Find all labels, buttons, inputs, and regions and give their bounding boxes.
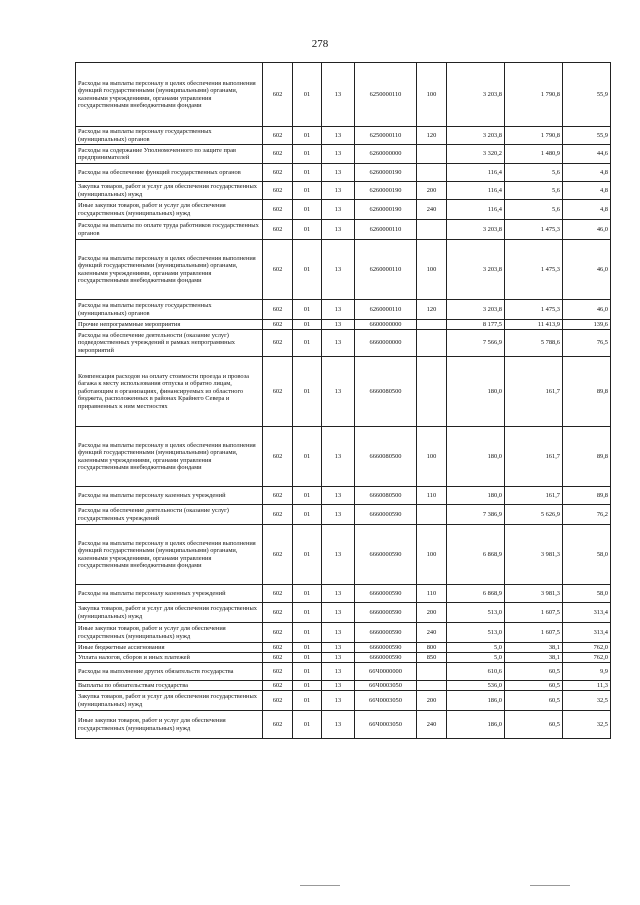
row-pr-code: 13 [322,427,355,487]
table-row [76,300,611,320]
table-row [76,487,611,505]
row-name: Расходы на обеспечение деятельности (оказание услуг) подведомственных учреждений в рамках непрограммных мероприятий [76,330,263,357]
table-row [76,127,611,145]
row-gr-code: 602 [263,603,293,623]
row-amount-percent: 44,6 [563,145,611,164]
row-gr-code: 602 [263,164,293,182]
row-name: Расходы на выплаты персоналу государственных (муниципальных) органов [76,300,263,320]
row-gr-code: 602 [263,330,293,357]
row-cs-code: 6660000590 [355,653,417,663]
row-amount-actual: 38,1 [505,643,563,653]
row-amount-plan: 186,0 [447,711,505,739]
row-amount-actual: 60,5 [505,691,563,711]
row-amount-percent: 4,8 [563,182,611,200]
row-amount-percent: 32,5 [563,691,611,711]
row-amount-actual: 161,7 [505,487,563,505]
row-pr-code: 13 [322,653,355,663]
page-number: 278 [311,38,329,50]
row-pr-code: 13 [322,182,355,200]
row-gr-code: 602 [263,663,293,681]
row-amount-plan: 180,0 [447,357,505,427]
row-amount-plan: 186,0 [447,691,505,711]
row-vr-code: 100 [417,240,447,300]
scan-mark [530,885,570,886]
table-row [76,63,611,127]
row-amount-actual: 3 981,3 [505,525,563,585]
table-row [76,603,611,623]
row-pr-code: 13 [322,623,355,643]
row-amount-percent: 76,5 [563,330,611,357]
table-row [76,145,611,164]
row-gr-code: 602 [263,681,293,691]
row-amount-actual: 60,5 [505,681,563,691]
row-amount-actual: 5,6 [505,164,563,182]
row-vr-code: 100 [417,427,447,487]
row-vr-code: 100 [417,525,447,585]
row-amount-plan: 6 868,9 [447,585,505,603]
row-amount-plan: 3 203,8 [447,127,505,145]
row-name: Расходы на выплаты по оплате труда работников государственных органов [76,220,263,240]
row-name: Расходы на обеспечение функций государственных органов [76,164,263,182]
row-vr-code: 240 [417,711,447,739]
row-pr-code: 13 [322,63,355,127]
row-name: Расходы на выплаты персоналу в целях обеспечения выполнения функций государственными (муниципальными) органами, казенными учреждениями, органами управления государственными внебюджетными фондами [76,525,263,585]
row-rz-code: 01 [293,220,322,240]
row-amount-percent: 4,8 [563,200,611,220]
row-cs-code: 6660000590 [355,525,417,585]
row-gr-code: 602 [263,585,293,603]
row-amount-percent: 4,8 [563,164,611,182]
row-cs-code: 6660080500 [355,357,417,427]
row-amount-actual: 1 790,8 [505,63,563,127]
row-cs-code: 66Ч0003050 [355,691,417,711]
row-pr-code: 13 [322,320,355,330]
row-amount-percent: 55,9 [563,127,611,145]
row-amount-actual: 3 981,3 [505,585,563,603]
row-cs-code: 6260000190 [355,200,417,220]
row-amount-plan: 116,4 [447,182,505,200]
row-amount-plan: 8 177,5 [447,320,505,330]
row-pr-code: 13 [322,200,355,220]
row-amount-plan: 536,0 [447,681,505,691]
row-amount-actual: 38,1 [505,653,563,663]
row-amount-plan: 180,0 [447,427,505,487]
table-row [76,691,611,711]
row-gr-code: 602 [263,200,293,220]
row-name: Выплаты по обязательствам государства [76,681,263,691]
row-name: Компенсация расходов на оплату стоимости проезда и провоза багажа к месту использования отпуска и обратно лицам, работающим в организациях, финансируемых из областного бюджета, расположенных в районах Крайнего Севера и приравненных к ним местностях [76,357,263,427]
row-gr-code: 602 [263,240,293,300]
row-vr-code: 120 [417,300,447,320]
row-amount-actual: 5,6 [505,200,563,220]
row-amount-percent: 9,9 [563,663,611,681]
row-vr-code [417,357,447,427]
row-amount-actual: 5 788,6 [505,330,563,357]
row-gr-code: 602 [263,623,293,643]
row-rz-code: 01 [293,505,322,525]
row-amount-plan: 180,0 [447,487,505,505]
row-name: Закупка товаров, работ и услуг для обеспечения государственных (муниципальных) нужд [76,182,263,200]
row-amount-actual: 1 475,3 [505,240,563,300]
row-amount-percent: 58,0 [563,585,611,603]
row-vr-code [417,145,447,164]
table-row [76,663,611,681]
row-name: Расходы на обеспечение деятельности (оказание услуг) государственных учреждений [76,505,263,525]
row-amount-plan: 513,0 [447,623,505,643]
table-row [76,681,611,691]
row-gr-code: 602 [263,357,293,427]
row-gr-code: 602 [263,487,293,505]
row-gr-code: 602 [263,427,293,487]
row-cs-code: 6660000590 [355,643,417,653]
row-rz-code: 01 [293,320,322,330]
row-pr-code: 13 [322,691,355,711]
scan-mark [300,885,340,886]
row-pr-code: 13 [322,643,355,653]
row-rz-code: 01 [293,427,322,487]
row-amount-actual: 5 626,9 [505,505,563,525]
row-gr-code: 602 [263,691,293,711]
row-gr-code: 602 [263,505,293,525]
row-amount-plan: 3 203,8 [447,63,505,127]
row-name: Иные закупки товаров, работ и услуг для обеспечения государственных (муниципальных) нужд [76,711,263,739]
row-rz-code: 01 [293,603,322,623]
row-pr-code: 13 [322,164,355,182]
table-row [76,711,611,739]
row-rz-code: 01 [293,691,322,711]
row-pr-code: 13 [322,357,355,427]
row-amount-percent: 89,8 [563,427,611,487]
row-pr-code: 13 [322,663,355,681]
table-row [76,200,611,220]
row-name: Расходы на выплаты персоналу в целях обеспечения выполнения функций государственными (муниципальными) органами, казенными учреждениями, органами управления государственными внебюджетными фондами [76,427,263,487]
row-name: Прочие непрограммные мероприятия [76,320,263,330]
row-vr-code: 240 [417,623,447,643]
row-vr-code [417,505,447,525]
row-rz-code: 01 [293,200,322,220]
row-cs-code: 6660000590 [355,603,417,623]
budget-table-body [76,63,611,739]
row-name: Уплата налогов, сборов и иных платежей [76,653,263,663]
row-cs-code: 6660000000 [355,330,417,357]
table-row [76,505,611,525]
row-cs-code: 6260000190 [355,164,417,182]
row-name: Расходы на содержание Уполномоченного по защите прав предпринимателей [76,145,263,164]
row-cs-code: 6260000190 [355,182,417,200]
row-name: Расходы на выполнение других обязательств государства [76,663,263,681]
row-cs-code: 6250000110 [355,127,417,145]
row-amount-percent: 55,9 [563,63,611,127]
row-rz-code: 01 [293,711,322,739]
row-rz-code: 01 [293,357,322,427]
row-amount-actual: 1 790,8 [505,127,563,145]
row-pr-code: 13 [322,127,355,145]
row-pr-code: 13 [322,220,355,240]
row-rz-code: 01 [293,330,322,357]
row-vr-code: 110 [417,585,447,603]
table-row [76,643,611,653]
row-amount-actual: 60,5 [505,711,563,739]
row-amount-plan: 5,0 [447,653,505,663]
row-vr-code: 800 [417,643,447,653]
row-amount-plan: 116,4 [447,164,505,182]
row-gr-code: 602 [263,643,293,653]
row-amount-actual: 161,7 [505,427,563,487]
row-cs-code: 6260000110 [355,220,417,240]
row-amount-plan: 6 868,9 [447,525,505,585]
table-row [76,182,611,200]
row-vr-code [417,220,447,240]
row-rz-code: 01 [293,164,322,182]
row-amount-actual: 11 413,9 [505,320,563,330]
row-pr-code: 13 [322,505,355,525]
row-rz-code: 01 [293,300,322,320]
row-amount-plan: 3 203,8 [447,300,505,320]
row-rz-code: 01 [293,525,322,585]
row-vr-code: 200 [417,603,447,623]
row-name: Расходы на выплаты персоналу казенных учреждений [76,585,263,603]
row-gr-code: 602 [263,525,293,585]
row-vr-code: 850 [417,653,447,663]
budget-table [75,62,611,739]
row-vr-code: 120 [417,127,447,145]
row-name: Расходы на выплаты персоналу в целях обеспечения выполнения функций государственными (муниципальными) органами, казенными учреждениями, органами управления государственными внебюджетными фондами [76,240,263,300]
row-cs-code: 6660080500 [355,487,417,505]
row-vr-code: 100 [417,63,447,127]
row-rz-code: 01 [293,240,322,300]
row-pr-code: 13 [322,330,355,357]
row-name: Закупка товаров, работ и услуг для обеспечения государственных (муниципальных) нужд [76,691,263,711]
row-amount-actual: 60,5 [505,663,563,681]
row-amount-percent: 89,8 [563,357,611,427]
row-cs-code: 66Ч0000000 [355,663,417,681]
row-name: Закупка товаров, работ и услуг для обеспечения государственных (муниципальных) нужд [76,603,263,623]
row-name: Иные бюджетные ассигнования [76,643,263,653]
table-row [76,427,611,487]
row-amount-percent: 89,8 [563,487,611,505]
row-rz-code: 01 [293,663,322,681]
row-cs-code: 6660000590 [355,623,417,643]
row-name: Иные закупки товаров, работ и услуг для обеспечения государственных (муниципальных) нужд [76,623,263,643]
row-amount-plan: 7 566,9 [447,330,505,357]
row-pr-code: 13 [322,585,355,603]
row-vr-code [417,164,447,182]
row-gr-code: 602 [263,300,293,320]
row-pr-code: 13 [322,300,355,320]
row-cs-code: 66Ч0003050 [355,681,417,691]
row-vr-code [417,330,447,357]
row-vr-code: 200 [417,691,447,711]
row-rz-code: 01 [293,653,322,663]
row-amount-actual: 1 607,5 [505,603,563,623]
row-gr-code: 602 [263,182,293,200]
row-amount-percent: 313,4 [563,623,611,643]
table-row [76,357,611,427]
row-amount-plan: 3 203,8 [447,240,505,300]
row-gr-code: 602 [263,711,293,739]
row-amount-actual: 161,7 [505,357,563,427]
row-vr-code: 110 [417,487,447,505]
row-amount-percent: 46,0 [563,300,611,320]
row-cs-code: 6250000110 [355,63,417,127]
table-row [76,623,611,643]
row-vr-code [417,663,447,681]
row-amount-plan: 610,6 [447,663,505,681]
row-gr-code: 602 [263,320,293,330]
row-amount-percent: 58,0 [563,525,611,585]
row-amount-percent: 313,4 [563,603,611,623]
row-cs-code: 6260000110 [355,300,417,320]
row-vr-code [417,320,447,330]
row-vr-code: 240 [417,200,447,220]
row-pr-code: 13 [322,603,355,623]
row-pr-code: 13 [322,711,355,739]
row-pr-code: 13 [322,487,355,505]
row-amount-percent: 762,0 [563,653,611,663]
table-row [76,164,611,182]
row-amount-percent: 46,0 [563,220,611,240]
row-amount-actual: 1 607,5 [505,623,563,643]
table-row [76,320,611,330]
row-cs-code: 6600000000 [355,320,417,330]
row-cs-code: 6660000590 [355,585,417,603]
row-rz-code: 01 [293,585,322,603]
row-vr-code: 200 [417,182,447,200]
row-cs-code: 6660080500 [355,427,417,487]
row-rz-code: 01 [293,145,322,164]
row-name: Иные закупки товаров, работ и услуг для обеспечения государственных (муниципальных) нужд [76,200,263,220]
table-row [76,220,611,240]
table-row [76,653,611,663]
row-rz-code: 01 [293,681,322,691]
row-gr-code: 602 [263,653,293,663]
row-cs-code: 6260000000 [355,145,417,164]
row-rz-code: 01 [293,623,322,643]
row-amount-plan: 3 203,8 [447,220,505,240]
row-name: Расходы на выплаты персоналу государственных (муниципальных) органов [76,127,263,145]
row-amount-percent: 32,5 [563,711,611,739]
table-row [76,585,611,603]
row-amount-percent: 11,3 [563,681,611,691]
row-gr-code: 602 [263,63,293,127]
row-amount-plan: 513,0 [447,603,505,623]
table-row [76,240,611,300]
row-pr-code: 13 [322,145,355,164]
row-amount-actual: 1 475,3 [505,300,563,320]
row-amount-percent: 76,2 [563,505,611,525]
row-pr-code: 13 [322,681,355,691]
row-cs-code: 6260000110 [355,240,417,300]
row-cs-code: 6660000590 [355,505,417,525]
row-gr-code: 602 [263,145,293,164]
row-name: Расходы на выплаты персоналу в целях обеспечения выполнения функций государственными (муниципальными) органами, казенными учреждениями, органами управления государственными внебюджетными фондами [76,63,263,127]
row-amount-plan: 5,0 [447,643,505,653]
row-amount-percent: 139,6 [563,320,611,330]
row-rz-code: 01 [293,643,322,653]
row-amount-actual: 5,6 [505,182,563,200]
row-amount-plan: 116,4 [447,200,505,220]
row-pr-code: 13 [322,240,355,300]
row-gr-code: 602 [263,127,293,145]
row-amount-plan: 3 320,2 [447,145,505,164]
row-amount-percent: 762,0 [563,643,611,653]
table-row [76,525,611,585]
row-rz-code: 01 [293,487,322,505]
table-row [76,330,611,357]
row-amount-actual: 1 475,3 [505,220,563,240]
row-rz-code: 01 [293,127,322,145]
row-amount-percent: 46,0 [563,240,611,300]
row-gr-code: 602 [263,220,293,240]
row-rz-code: 01 [293,63,322,127]
row-amount-plan: 7 386,9 [447,505,505,525]
row-amount-actual: 1 480,9 [505,145,563,164]
row-vr-code [417,681,447,691]
row-name: Расходы на выплаты персоналу казенных учреждений [76,487,263,505]
row-pr-code: 13 [322,525,355,585]
row-cs-code: 66Ч0003050 [355,711,417,739]
row-rz-code: 01 [293,182,322,200]
